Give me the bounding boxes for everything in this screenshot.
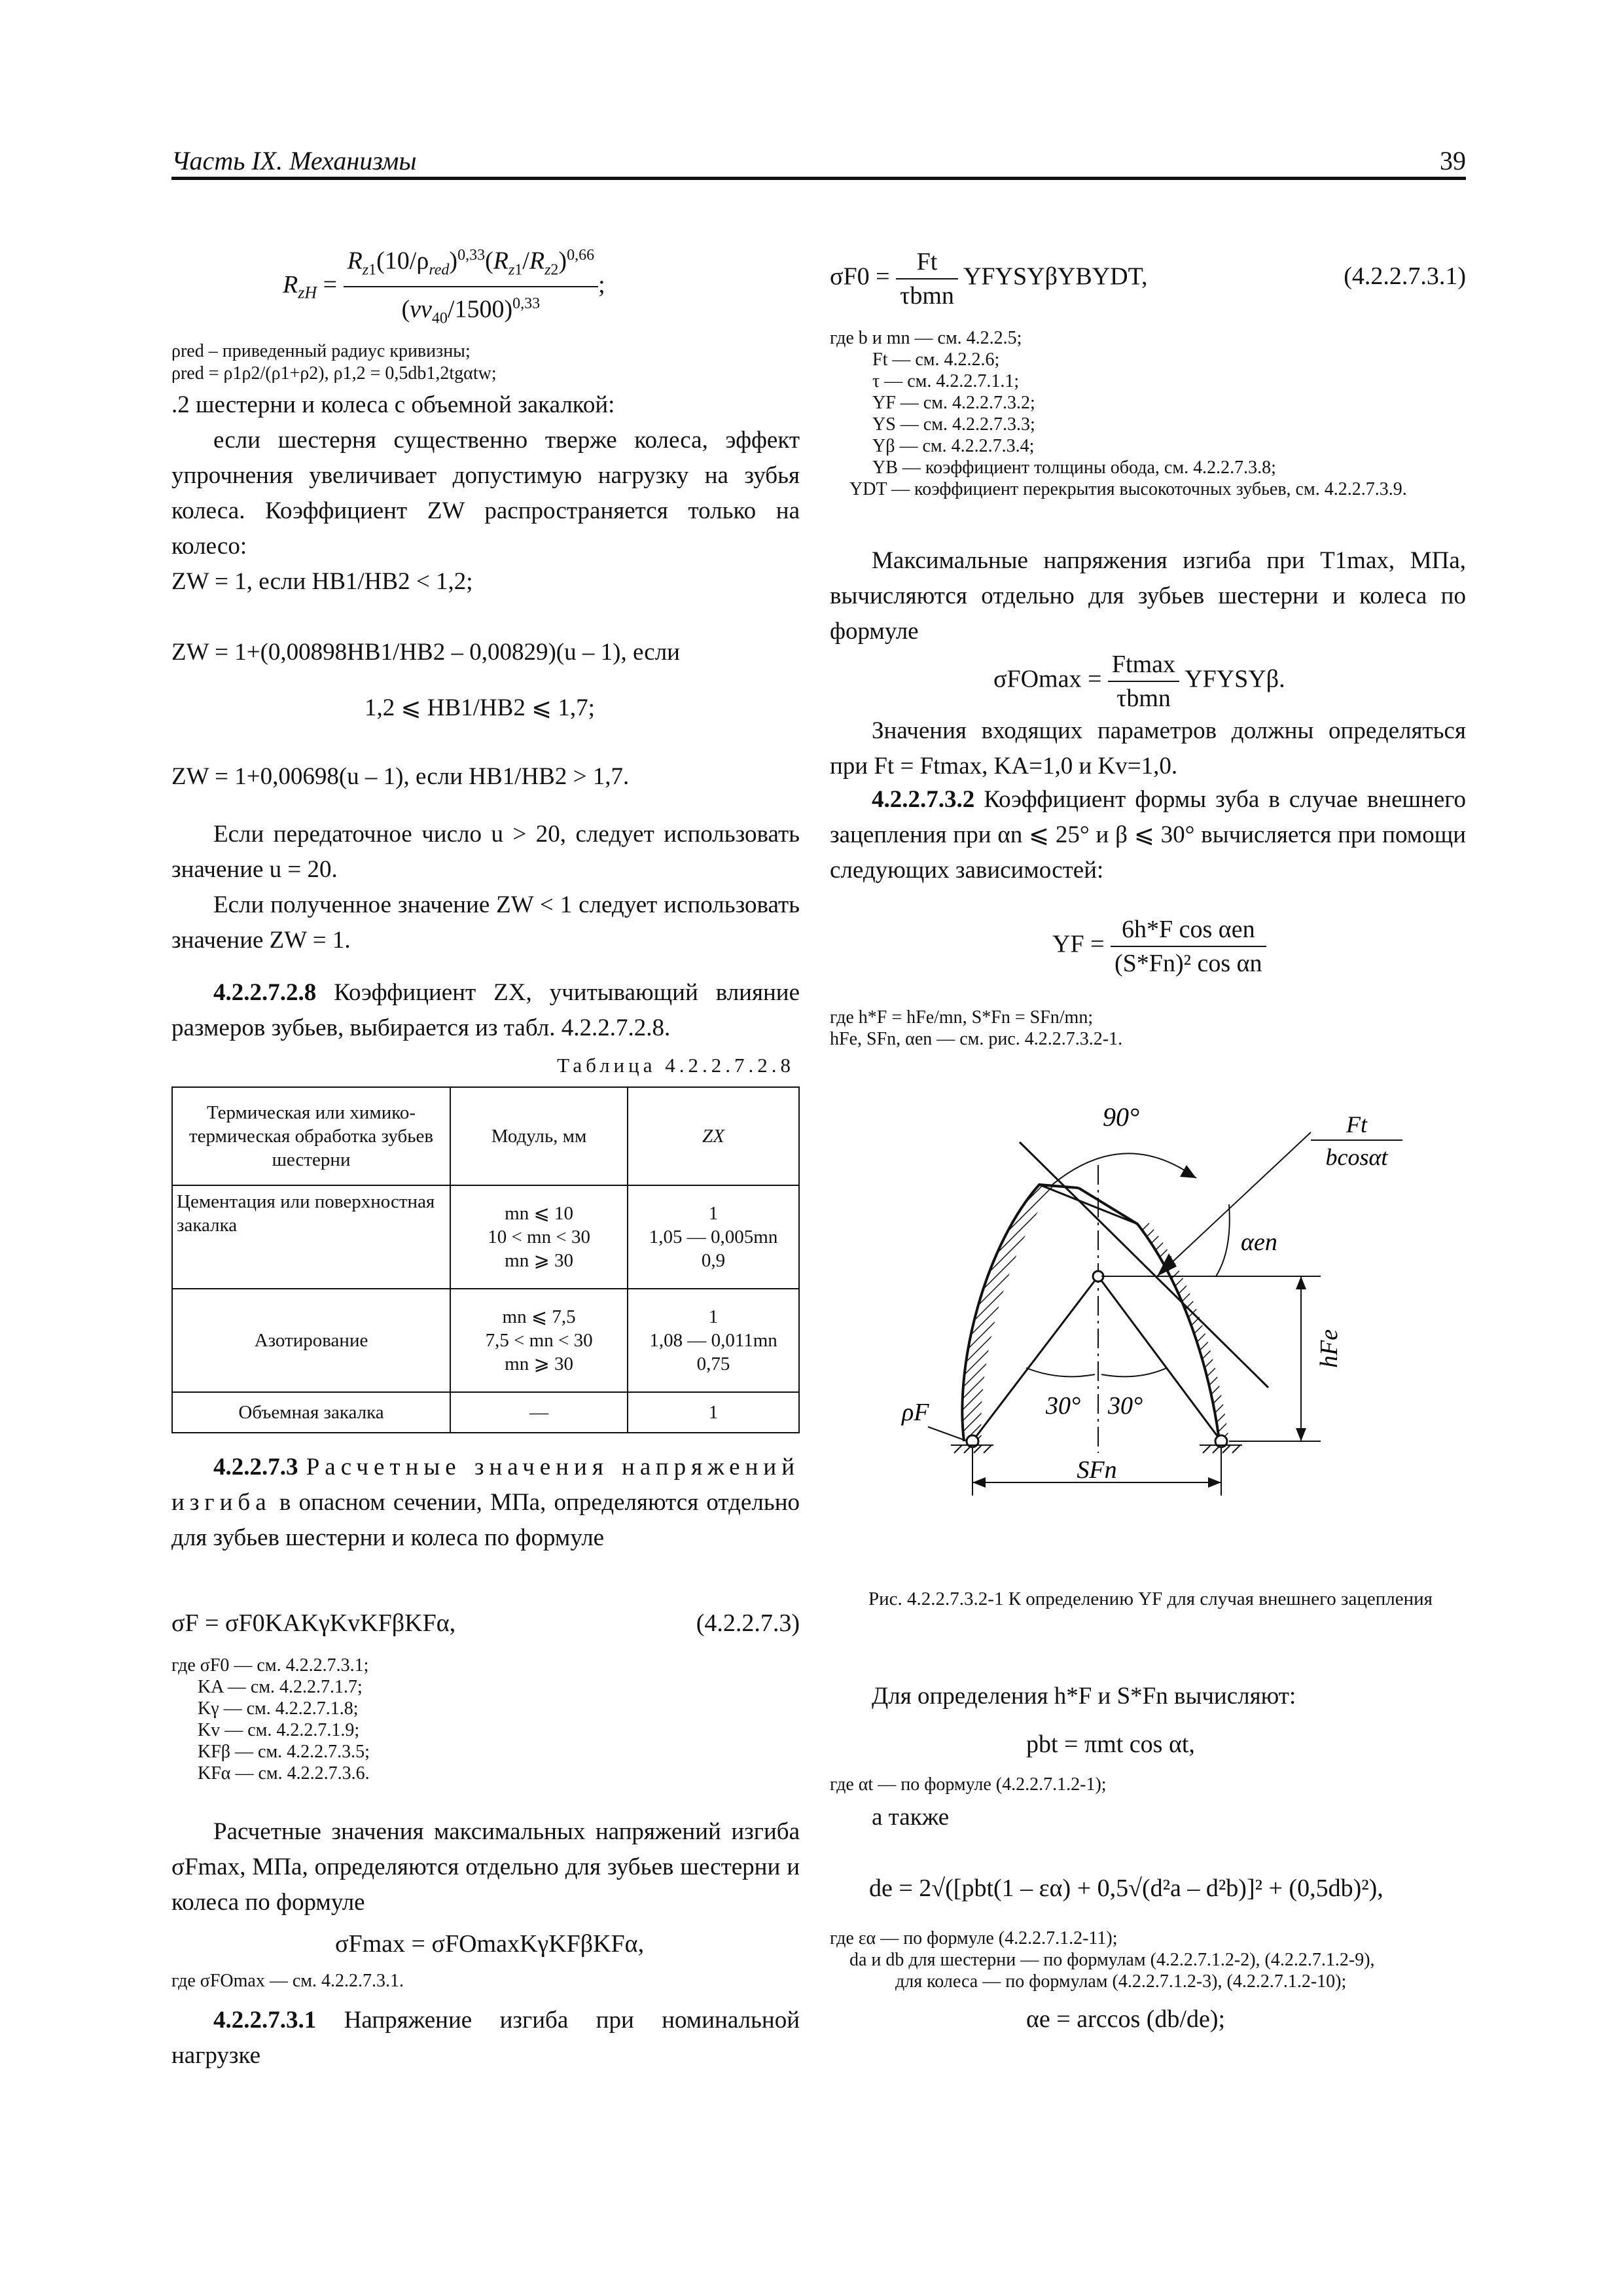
section-4-2-2-7-2-8 [171, 975, 800, 1046]
table-header-module: Модуль, мм [450, 1087, 628, 1185]
rho-f-leader [928, 1427, 964, 1440]
table-cell-zx-3: 1 [628, 1392, 799, 1433]
alpha-en-label: αen [1241, 1229, 1277, 1256]
angle-30-right-label: 30° [1108, 1392, 1143, 1420]
table-caption: Таблица 4.2.2.7.2.8 [557, 1054, 794, 1077]
tooth-diagram [830, 1086, 1466, 1505]
formula-zw-1: ZW = 1, если HB1/HB2 < 1,2; [171, 568, 473, 595]
section-text: в опасном сечении, МПа, определяются отдельно для зубьев шестерни и колеса по формуле [171, 1489, 800, 1551]
section-spaced-text: Расчетные значения напряжений изгиба [171, 1454, 800, 1516]
section-number: 4.2.2.7.3 [213, 1454, 298, 1480]
tooth-top [1039, 1185, 1137, 1224]
table-cell-zx-1: 1 1,05 — 0,005mn 0,9 [628, 1185, 799, 1289]
table-cell-cementation: Цементация или поверхностная закалка [172, 1185, 450, 1289]
formula-zw-2b: 1,2 ⩽ HB1/HB2 ⩽ 1,7; [365, 694, 595, 721]
item-2-body: если шестерня существенно тверже колеса, эффект упрочнения увеличивает допустимую нагрузку на зубья колеса. Коэффициент ZW распространяется только на колесо: [171, 427, 800, 560]
paragraph-determine: Для определения h*F и S*Fn вычисляют: [872, 1683, 1296, 1710]
force-label-num: Ft [1346, 1111, 1367, 1138]
tooth-right-hatch [1137, 1221, 1229, 1440]
angle-90-arrow [1180, 1165, 1196, 1178]
where-alpha-t: где αt — по формуле (4.2.2.7.1.2-1); [830, 1774, 1107, 1795]
where-list-sigma-f: где σF0 — см. 4.2.2.7.3.1; KA — см. 4.2.2.7.1.7; Kγ — см. 4.2.2.7.1.8; Kv — см. 4.2.2.7.1.9; KFβ — см. 4.2.2.7.3.5; KFα — см. 4.2.2.7.3.6. [171, 1655, 370, 1784]
force-direction-line [1157, 1132, 1311, 1276]
formula-alpha-e: αe = arccos (db/de); [1026, 2005, 1226, 2033]
section-text: Коэффициент ZX, учитывающий влияние размеров зубьев, выбирается из табл. 4.2.2.7.2.8. [171, 979, 800, 1041]
sfn-arrow-right [1208, 1477, 1221, 1488]
formula-sigma-f: σF = σF0KAKγKvKFβKFα, (4.2.2.7.3) [171, 1607, 800, 1640]
item-2-head: .2 шестерни и колеса с объемной закалкой: [171, 391, 615, 418]
page-number: 39 [1440, 146, 1466, 175]
paragraph-u [171, 817, 800, 958]
load-line [1020, 1142, 1268, 1388]
angle-30-left-arc [1026, 1368, 1095, 1376]
angle-90-arc [1052, 1153, 1196, 1185]
section-4-2-2-7-3-2: 4.2.2.7.3.2 Коэффициент формы зуба в случае внешнего зацепления при αn ⩽ 25° и β ⩽ 30° вычисляется при помощи следующих зависимостей: [830, 786, 1466, 884]
hfe-arrow-bottom [1296, 1428, 1306, 1441]
figure-caption: Рис. 4.2.2.7.3.2-1 К определению YF для случая внешнего зацепления [868, 1588, 1433, 1609]
table-header-zx: ZX [628, 1087, 799, 1185]
angle-30-left-label: 30° [1046, 1392, 1081, 1420]
paragraph-max: Расчетные значения максимальных напряжений изгиба σFmax, МПа, определяются отдельно для зубьев шестерни и колеса по формуле [171, 1818, 800, 1916]
running-title: Часть IX. Механизмы [171, 146, 417, 175]
section-4-2-2-7-3-1: 4.2.2.7.3.1 Напряжение изгиба при номинальной нагрузке [171, 2007, 800, 2069]
where-yf: где h*F = hFe/mn, S*Fn = SFn/mn; hFe, SFn, αen — см. рис. 4.2.2.7.3.2-1. [830, 1007, 1123, 1049]
paragraph-max-stress: Максимальные напряжения изгиба при T1max, МПа, вычисляются отдельно для зубьев шестерни и колеса по формуле [830, 547, 1466, 645]
formula-yf: YF = $\frac{\text{6h*F cos αen}}{\text{(S*Fn)² cos αn}}$ [1052, 913, 1266, 980]
formula-zw-2: ZW = 1+(0,00898HB1/HB2 – 0,00829)(u – 1), если [171, 639, 680, 666]
zx-table [171, 1086, 800, 1433]
formula-zw-3: ZW = 1+0,00698(u – 1), если HB1/HB2 > 1,7. [171, 763, 630, 790]
equation-number: (4.2.2.7.3.1) [1344, 262, 1466, 290]
rho-f-label: ρF [902, 1399, 929, 1426]
rho-definitions [171, 340, 800, 385]
rho-def-2: ρred = ρ1ρ2/(ρ1+ρ2), ρ1,2 = 0,5db1,2tgαtw; [171, 363, 497, 384]
table-cell-module-3: — [450, 1392, 628, 1433]
force-label-den: bcosαt [1325, 1144, 1388, 1170]
formula-sigma-fomax: σFOmax = $\frac{Ftmax}{\text{τbmn}}$ YFYSYβ. [993, 648, 1285, 715]
where-list-sigma-f0: где b и mn — см. 4.2.2.5; Ft — см. 4.2.2.6; τ — см. 4.2.2.7.1.1; YF — см. 4.2.2.7.3.2; YS — см. 4.2.2.7.3.3; Yβ — см. 4.2.2.7.3.4; YB — коэффициент толщины обода, см. 4.2.2.7.3.8; YDT — коэффициент перекрытия высокоточных зубьев, см. 4.2.2.7.3.9. [830, 328, 1407, 499]
where-de: где εα — по формуле (4.2.2.7.1.2-11); da и db для шестерни — по формулам (4.2.2.7.1.2-2), (4.2.2.7.1.2-9), для колеса — по формулам (4.2.2.7.1.2-3), (4.2.2.7.1.2-10); [830, 1928, 1375, 1992]
table-cell-nitriding: Азотирование [172, 1289, 450, 1392]
sfn-arrow-left [972, 1477, 986, 1488]
tooth-left-hatch [962, 1185, 1056, 1441]
table-cell-module-2: mn ⩽ 7,5 7,5 < mn < 30 mn ⩾ 30 [450, 1289, 628, 1392]
paragraph-u-text: Если передаточное число u > 20, следует использовать значение u = 20. [171, 821, 800, 883]
angle-30-right-arc [1101, 1368, 1167, 1376]
item-2 [171, 387, 800, 564]
table-cell-zx-2: 1 1,08 — 0,011mn 0,75 [628, 1289, 799, 1392]
formula-de: de = 2√([pbt(1 – εα) + 0,5√(d²a – d²b)]² + (0,5db)²), [869, 1874, 1383, 1902]
also-text: а также [872, 1804, 950, 1831]
formula-pbt: pbt = πmt cos αt, [1026, 1731, 1195, 1758]
table-header-treatment: Термическая или химико-термическая обработка зубьев шестерни [172, 1087, 450, 1185]
table-cell-module-1: mn ⩽ 10 10 < mn < 30 mn ⩾ 30 [450, 1185, 628, 1289]
formula-rzh: $R_{zH}$ = $\frac{R_{z1}(10/\rho_{red})^{0,33}(R_{z1}/R_{z2})^{0,66}}{(\nu v_{40}/1500)^{0,33}}$ ; [283, 239, 780, 335]
equation-number: (4.2.2.7.3) [696, 1609, 800, 1637]
formula-sigma-fmax: σFmax = σFOmaxKγKFβKFα, [335, 1930, 645, 1958]
rho-def-1: ρred – приведенный радиус кривизны; [171, 341, 471, 361]
table-cell-volume-hardening: Объемная закалка [172, 1392, 450, 1433]
formula-sigma-f0: σF0 = $\frac{Ft}{\text{τbmn}}$ YFYSYβYBYDT, (4.2.2.7.3.1) [830, 245, 1466, 312]
section-number: 4.2.2.7.2.8 [213, 979, 317, 1006]
hfe-arrow-top [1296, 1276, 1306, 1289]
paragraph-params: Значения входящих параметров должны определяться при Ft = Ftmax, KA=1,0 и Kv=1,0. [830, 717, 1466, 780]
paragraph-zw-text: Если полученное значение ZW < 1 следует использовать значение ZW = 1. [171, 891, 800, 954]
header-rule [171, 177, 1466, 180]
hfe-label: hFe [1315, 1329, 1343, 1368]
sfn-label: SFn [1077, 1456, 1117, 1484]
section-4-2-2-7-3 [171, 1450, 800, 1556]
angle-90-label: 90° [1103, 1102, 1139, 1132]
where-sigma-fomax: где σFOmax — см. 4.2.2.7.3.1. [171, 1971, 404, 1991]
